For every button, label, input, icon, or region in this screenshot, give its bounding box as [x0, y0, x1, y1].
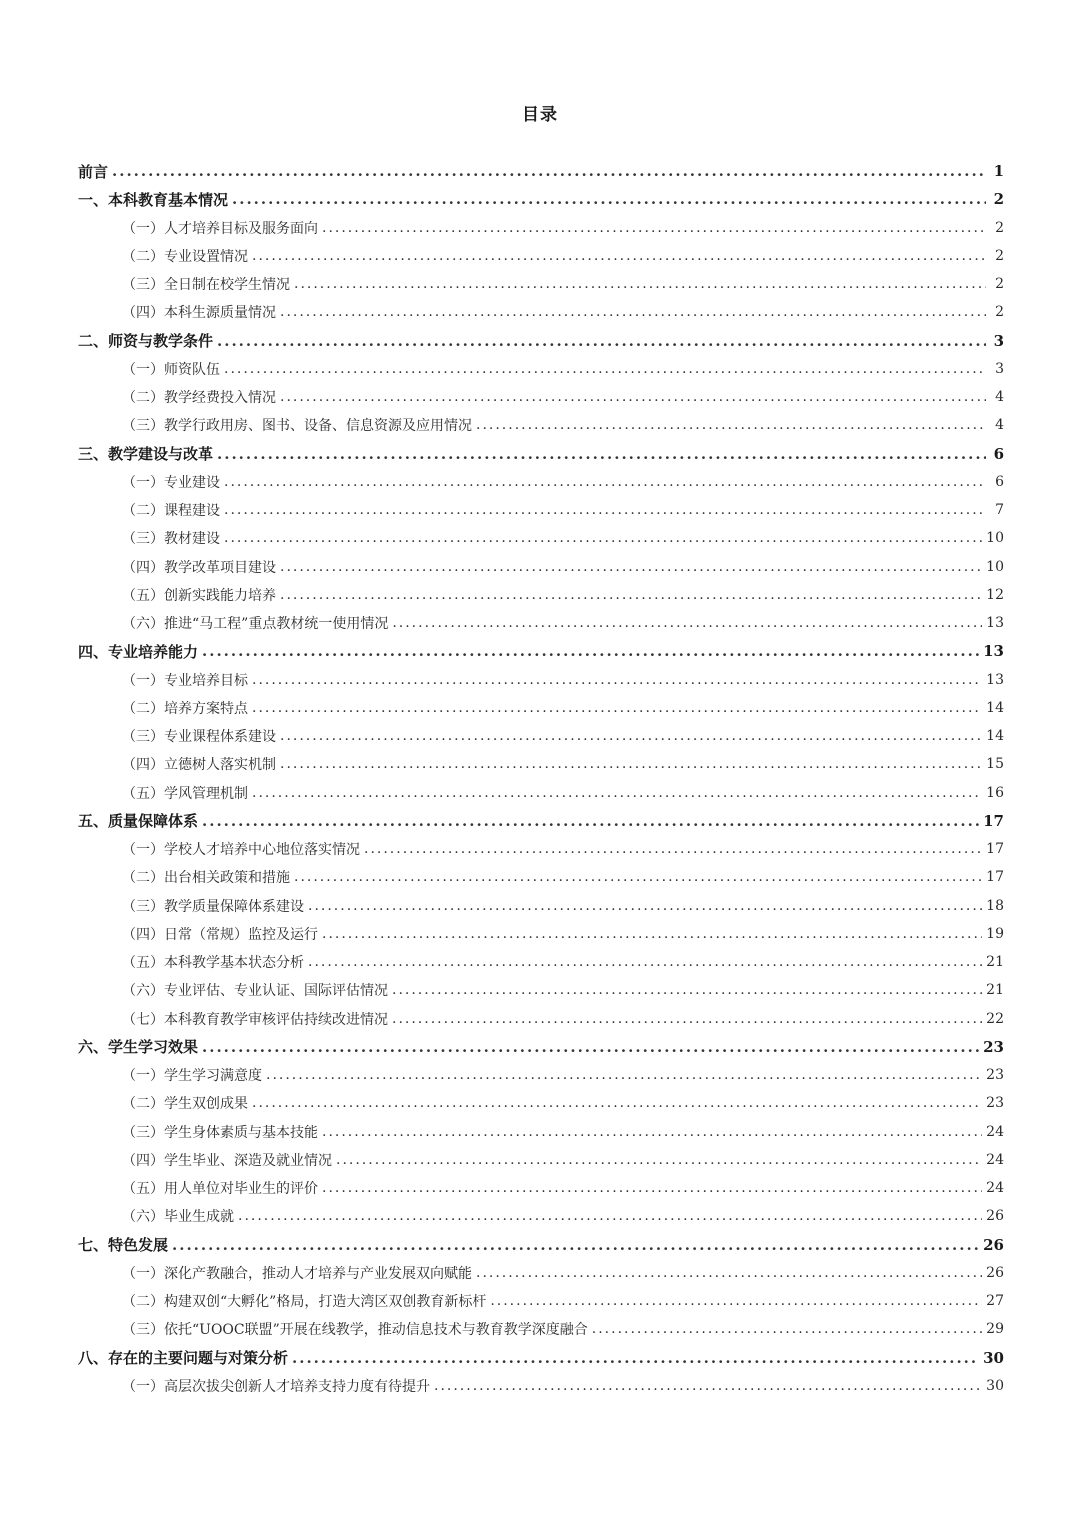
- toc-subsection-entry[interactable]: [78, 270, 1004, 298]
- toc-page-number: 22: [986, 1010, 1004, 1027]
- toc-subsection-entry[interactable]: [78, 750, 1004, 778]
- toc-entry-label: （五）创新实践能力培养: [122, 587, 276, 604]
- toc-dot-leader: [224, 474, 986, 490]
- toc-dot-leader: [592, 1321, 982, 1337]
- toc-page-number: 13: [986, 615, 1004, 632]
- toc-entry-label: （三）教材建设: [122, 531, 220, 548]
- toc-dot-leader: [224, 502, 986, 518]
- toc-subsection-entry[interactable]: [78, 383, 1004, 411]
- toc-dot-leader: [238, 1208, 982, 1224]
- toc-page-number: 24: [986, 1151, 1004, 1168]
- toc-entry-label: （四）本科生源质量情况: [122, 305, 276, 322]
- toc-dot-leader: [294, 869, 982, 885]
- toc-page-number: 2: [995, 276, 1004, 293]
- toc-entry-label: （二）出台相关政策和措施: [122, 870, 290, 887]
- toc-page-number: 13: [986, 671, 1004, 688]
- toc-section-entry[interactable]: [78, 185, 1004, 213]
- toc-entry-label: （三）教学行政用房、图书、设备、信息资源及应用情况: [122, 418, 472, 435]
- toc-subsection-entry[interactable]: [78, 722, 1004, 750]
- toc-page-number: 6: [995, 473, 1004, 490]
- toc-entry-label: （三）依托“UOOC联盟”开展在线教学，推动信息技术与教育教学深度融合: [122, 1322, 588, 1339]
- toc-title: 目录: [522, 105, 558, 125]
- toc-entry-label: （一）专业培养目标: [122, 672, 248, 689]
- toc-subsection-entry[interactable]: [78, 948, 1004, 976]
- toc-section-entry[interactable]: [78, 637, 1004, 665]
- toc-entry-label: （一）师资队伍: [122, 361, 220, 378]
- toc-dot-leader: [322, 1124, 982, 1140]
- toc-list: [78, 157, 1004, 1400]
- toc-entry-label: （三）学生身体素质与基本技能: [122, 1124, 318, 1141]
- toc-dot-leader: [322, 1180, 982, 1196]
- toc-page-number: 7: [995, 502, 1004, 519]
- toc-entry-label: （二）构建双创“大孵化”格局，打造大湾区双创教育新标杆: [122, 1294, 487, 1311]
- toc-entry-label: （四）日常（常规）监控及运行: [122, 926, 318, 943]
- toc-subsection-entry[interactable]: [78, 1118, 1004, 1146]
- toc-entry-label: （四）立德树人落实机制: [122, 757, 276, 774]
- toc-subsection-entry[interactable]: [78, 1174, 1004, 1202]
- toc-page-number: 19: [986, 925, 1004, 942]
- toc-entry-label: （二）学生双创成果: [122, 1096, 248, 1113]
- toc-dot-leader: [434, 1378, 982, 1394]
- toc-subsection-entry[interactable]: [78, 1061, 1004, 1089]
- toc-page-number: 23: [986, 1095, 1004, 1112]
- toc-subsection-entry[interactable]: [78, 1315, 1004, 1343]
- toc-page-number: 30: [983, 1348, 1004, 1367]
- toc-entry-label: （一）高层次拔尖创新人才培养支持力度有待提升: [122, 1378, 430, 1395]
- toc-entry-label: 前言: [78, 162, 109, 181]
- toc-dot-leader: [280, 756, 982, 772]
- toc-page-number: 29: [986, 1321, 1004, 1338]
- toc-dot-leader: [308, 898, 982, 914]
- toc-dot-leader: [322, 926, 982, 942]
- toc-entry-label: （六）毕业生成就: [122, 1209, 234, 1226]
- toc-page-number: 23: [986, 1067, 1004, 1084]
- toc-dot-leader: [217, 445, 986, 463]
- toc-subsection-entry[interactable]: [78, 779, 1004, 807]
- toc-dot-leader: [392, 982, 982, 998]
- toc-page-number: 23: [983, 1037, 1004, 1056]
- toc-entry-label: （一）人才培养目标及服务面向: [122, 220, 318, 237]
- toc-section-entry[interactable]: [78, 807, 1004, 835]
- toc-subsection-entry[interactable]: [78, 524, 1004, 552]
- toc-dot-leader: [490, 1293, 982, 1309]
- toc-subsection-entry[interactable]: [78, 242, 1004, 270]
- toc-entry-label: （一）学生学习满意度: [122, 1068, 262, 1085]
- toc-dot-leader: [280, 559, 982, 575]
- toc-dot-leader: [292, 1349, 979, 1367]
- toc-subsection-entry[interactable]: [78, 355, 1004, 383]
- toc-section-entry[interactable]: [78, 157, 1004, 185]
- toc-dot-leader: [224, 361, 986, 377]
- toc-dot-leader: [392, 615, 982, 631]
- toc-entry-label: （四）学生毕业、深造及就业情况: [122, 1152, 332, 1169]
- toc-page-number: 24: [986, 1180, 1004, 1197]
- toc-entry-label: （五）用人单位对毕业生的评价: [122, 1181, 318, 1198]
- toc-subsection-entry[interactable]: [78, 468, 1004, 496]
- toc-dot-leader: [217, 332, 986, 350]
- toc-entry-label: （二）教学经费投入情况: [122, 390, 276, 407]
- toc-page-number: 27: [986, 1293, 1004, 1310]
- toc-page-number: 24: [986, 1123, 1004, 1140]
- toc-dot-leader: [252, 1095, 982, 1111]
- toc-subsection-entry[interactable]: [78, 1372, 1004, 1400]
- toc-subsection-entry[interactable]: [78, 892, 1004, 920]
- toc-dot-leader: [202, 1038, 979, 1056]
- toc-subsection-entry[interactable]: [78, 1005, 1004, 1033]
- toc-dot-leader: [336, 1152, 982, 1168]
- toc-entry-label: （三）全日制在校学生情况: [122, 277, 290, 294]
- toc-entry-label: 五、质量保障体系: [78, 812, 199, 831]
- toc-dot-leader: [252, 700, 982, 716]
- toc-page-number: 2: [995, 247, 1004, 264]
- toc-page-number: 2: [995, 304, 1004, 321]
- toc-page-number: 26: [983, 1235, 1004, 1254]
- toc-entry-label: （六）专业评估、专业认证、国际评估情况: [122, 983, 388, 1000]
- toc-subsection-entry[interactable]: [78, 214, 1004, 242]
- toc-entry-label: （一）专业建设: [122, 474, 220, 491]
- toc-subsection-entry[interactable]: [78, 920, 1004, 948]
- toc-dot-leader: [252, 785, 982, 801]
- toc-dot-leader: [202, 812, 979, 830]
- toc-page-number: 30: [986, 1377, 1004, 1394]
- toc-entry-label: （四）教学改革项目建设: [122, 559, 276, 576]
- toc-subsection-entry[interactable]: [78, 609, 1004, 637]
- toc-dot-leader: [308, 954, 982, 970]
- toc-page-number: 15: [986, 756, 1004, 773]
- toc-entry-label: （三）教学质量保障体系建设: [122, 898, 304, 915]
- toc-entry-label: （二）专业设置情况: [122, 248, 248, 265]
- toc-entry-label: 八、存在的主要问题与对策分析: [78, 1349, 289, 1368]
- toc-dot-leader: [232, 190, 986, 208]
- toc-subsection-entry[interactable]: [78, 976, 1004, 1004]
- toc-page-number: 17: [986, 869, 1004, 886]
- toc-entry-label: 三、教学建设与改革: [78, 445, 214, 464]
- toc-dot-leader: [224, 530, 982, 546]
- toc-page-number: 18: [986, 897, 1004, 914]
- toc-dot-leader: [476, 417, 986, 433]
- toc-entry-label: 一、本科教育基本情况: [78, 190, 229, 209]
- toc-entry-label: 七、特色发展: [78, 1236, 169, 1255]
- toc-page-number: 12: [986, 586, 1004, 603]
- toc-entry-label: （一）学校人才培养中心地位落实情况: [122, 842, 360, 859]
- toc-page-number: 21: [986, 982, 1004, 999]
- toc-dot-leader: [322, 220, 986, 236]
- toc-page-number: 6: [993, 444, 1004, 463]
- toc-entry-label: 六、学生学习效果: [78, 1038, 199, 1057]
- toc-page-number: 10: [986, 558, 1004, 575]
- toc-page-number: 13: [983, 642, 1004, 661]
- toc-entry-label: （五）本科教学基本状态分析: [122, 955, 304, 972]
- toc-dot-leader: [252, 248, 986, 264]
- toc-dot-leader: [172, 1236, 979, 1254]
- toc-page-number: 3: [993, 331, 1004, 350]
- toc-subsection-entry[interactable]: [78, 298, 1004, 326]
- toc-page-number: 4: [995, 389, 1004, 406]
- toc-entry-label: （二）培养方案特点: [122, 700, 248, 717]
- toc-dot-leader: [112, 162, 986, 180]
- toc-section-entry[interactable]: [78, 440, 1004, 468]
- toc-page-number: 10: [986, 530, 1004, 547]
- toc-subsection-entry[interactable]: [78, 666, 1004, 694]
- toc-dot-leader: [202, 642, 979, 660]
- toc-subsection-entry[interactable]: [78, 1202, 1004, 1230]
- toc-dot-leader: [392, 1011, 982, 1027]
- toc-dot-leader: [280, 587, 982, 603]
- toc-entry-label: （五）学风管理机制: [122, 785, 248, 802]
- toc-entry-label: 二、师资与教学条件: [78, 332, 214, 351]
- toc-entry-label: 四、专业培养能力: [78, 642, 199, 661]
- toc-dot-leader: [294, 276, 986, 292]
- toc-subsection-entry[interactable]: [78, 411, 1004, 439]
- toc-page-number: 2: [995, 219, 1004, 236]
- toc-page-number: 14: [986, 699, 1004, 716]
- toc-entry-label: （一）深化产教融合，推动人才培养与产业发展双向赋能: [122, 1265, 472, 1282]
- toc-subsection-entry[interactable]: [78, 835, 1004, 863]
- toc-page-number: 4: [995, 417, 1004, 434]
- toc-page-number: 16: [986, 784, 1004, 801]
- toc-page-number: 3: [995, 360, 1004, 377]
- toc-entry-label: （三）专业课程体系建设: [122, 729, 276, 746]
- toc-subsection-entry[interactable]: [78, 1287, 1004, 1315]
- toc-subsection-entry[interactable]: [78, 1089, 1004, 1117]
- toc-dot-leader: [252, 672, 982, 688]
- toc-page-number: 26: [986, 1208, 1004, 1225]
- toc-subsection-entry[interactable]: [78, 1146, 1004, 1174]
- toc-page-number: 17: [986, 841, 1004, 858]
- toc-subsection-entry[interactable]: [78, 863, 1004, 891]
- toc-entry-label: （六）推进“马工程”重点教材统一使用情况: [122, 616, 389, 633]
- toc-entry-label: （七）本科教育教学审核评估持续改进情况: [122, 1011, 388, 1028]
- toc-entry-label: （二）课程建设: [122, 503, 220, 520]
- toc-subsection-entry[interactable]: [78, 694, 1004, 722]
- toc-section-entry[interactable]: [78, 1033, 1004, 1061]
- toc-dot-leader: [266, 1067, 982, 1083]
- toc-page-number: 17: [983, 811, 1004, 830]
- toc-page-number: 14: [986, 728, 1004, 745]
- toc-page-number: 1: [993, 162, 1004, 181]
- toc-dot-leader: [364, 841, 982, 857]
- toc-page-number: 21: [986, 954, 1004, 971]
- toc-section-entry[interactable]: [78, 327, 1004, 355]
- toc-dot-leader: [280, 728, 982, 744]
- toc-dot-leader: [476, 1265, 982, 1281]
- toc-section-entry[interactable]: [78, 1344, 1004, 1372]
- toc-subsection-entry[interactable]: [78, 553, 1004, 581]
- toc-page-number: 2: [993, 190, 1004, 209]
- toc-subsection-entry[interactable]: [78, 1259, 1004, 1287]
- toc-subsection-entry[interactable]: [78, 496, 1004, 524]
- toc-dot-leader: [280, 389, 986, 405]
- toc-page-number: 26: [986, 1264, 1004, 1281]
- toc-dot-leader: [280, 304, 986, 320]
- toc-section-entry[interactable]: [78, 1231, 1004, 1259]
- toc-subsection-entry[interactable]: [78, 581, 1004, 609]
